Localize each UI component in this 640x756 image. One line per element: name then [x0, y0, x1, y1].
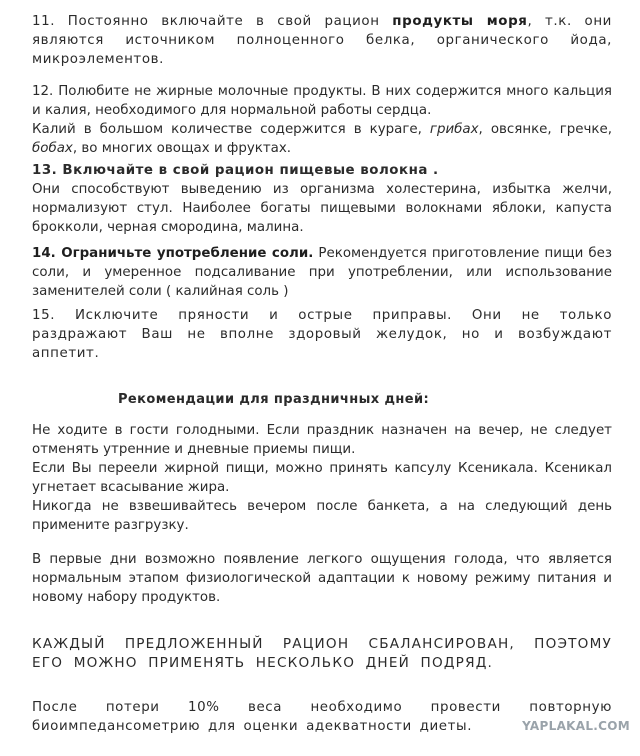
- item-13-text: Они способствуют выведению из организма холестерина, избытка желчи, нормализуют стул. Наиболее богаты пищевыми волокнами яблоки, капуста брокколи, черная смородина, малина.: [32, 182, 612, 235]
- item-14-text: 14. Ограничьте употребление соли. Рекомендуется приготовление пищи без соли, и умеренное подсаливание при употреблении, или использование заменителей соли ( калийная соль ): [32, 246, 612, 299]
- item-11: [32, 12, 612, 69]
- item-13-title: 13. Включайте в свой рацион пищевые волокна .: [32, 163, 439, 178]
- holiday-section: [32, 421, 612, 535]
- hunger-note: [32, 550, 612, 607]
- item-12-text-2: Калий в большом количестве содержится в кураге, грибах, овсянке, гречке, бобах, во многих овощах и фруктах.: [32, 122, 612, 156]
- item-12: [32, 82, 612, 158]
- site-watermark: YAPLAKAL.COM: [522, 719, 630, 733]
- hunger-text: В первые дни возможно появление легкого ощущения голода, что является нормальным этапом физиологической адаптации к новому режиму питания и новому набору продуктов.: [32, 552, 612, 605]
- balanced-note: [32, 635, 612, 673]
- holiday-heading: Рекомендации для праздничных дней:: [118, 392, 430, 407]
- item-13: [32, 161, 612, 237]
- item-14: [32, 244, 612, 301]
- item-15-number: 15.: [32, 308, 56, 323]
- after-loss-text: После потери 10% веса необходимо провести повторную биоимпедансометрию для оценки адекватности диеты.: [32, 700, 612, 734]
- item-11-text: 11. Постоянно включайте в свой рацион продукты моря, т.к. они являются источником полноценного белка, органического йода, микроэлементов.: [32, 14, 612, 67]
- item-11-number: 11.: [32, 14, 56, 29]
- item-15: [32, 306, 612, 363]
- item-12-text: 12. Полюбите не жирные молочные продукты. В них содержится много кальция и калия, необходимого для нормальной работы сердца.: [32, 84, 612, 118]
- item-11-bold: продукты моря: [392, 14, 528, 29]
- item-14-title: 14. Ограничьте употребление соли.: [32, 246, 314, 261]
- item-12-number: 12.: [32, 84, 54, 99]
- balanced-text: КАЖДЫЙ ПРЕДЛОЖЕННЫЙ РАЦИОН СБАЛАНСИРОВАН, ПОЭТОМУ ЕГО МОЖНО ПРИМЕНЯТЬ НЕСКОЛЬКО ДНЕЙ ПОДРЯД.: [32, 636, 612, 671]
- item-15-text: 15. Исключите пряности и острые приправы. Они не только раздражают Ваш не вполне здоровый желудок, но и возбуждают аппетит.: [32, 308, 612, 361]
- holiday-text: Не ходите в гости голодными. Если праздник назначен на вечер, не следует отменять утренние и дневные приемы пищи. Если Вы переели жирной пищи, можно принять капсулу Ксеникала. Ксеникал угнетает всасывание жира. Никогда не взвешивайтесь вечером после банкета, а на следующий день примените разгрузку.: [32, 423, 612, 533]
